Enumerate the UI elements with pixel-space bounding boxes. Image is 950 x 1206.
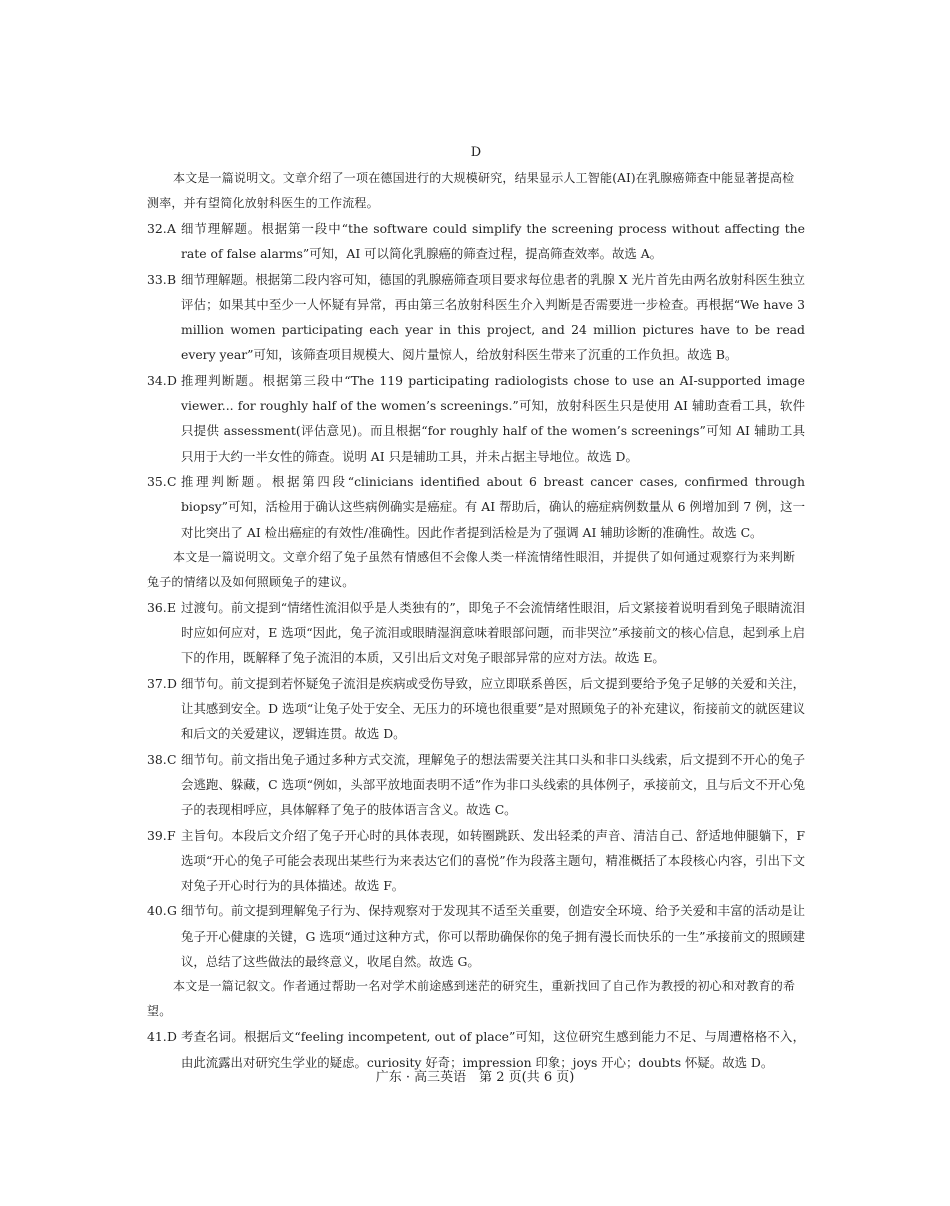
answer-letter: B [167,271,177,287]
question-number: 39. [147,827,167,843]
answer-explanation: 过渡句。前文提到“情绪性流泪似乎是人类独有的”，即兔子不会流情绪性眼泪，后文紧接着说明看到兔子眼睛流泪时应如何应对，E 选项“因此，兔子流泪或眼睛湿润意味着眼部问题，而非哭泣”承接前文的核心信息，起到承上启下的作用，既解释了兔子流泪的本质，又引出后文对兔子眼部异常的应对方法。故选 E。 [181,599,805,666]
question-number: 36. [147,599,167,615]
answer-item-34 [147,368,805,469]
answer-explanation: 细节句。前文提到若怀疑兔子流泪是疾病或受伤导致，应立即联系兽医，后文提到要给予兔子足够的关爱和关注，让其感到安全。D 选项“让兔子处于安全、无压力的环境也很重要”是对照顾兔子的补充建议，衔接前文的就医建议和后文的关爱建议，逻辑连贯。故选 D。 [181,675,805,742]
question-number: 34. [147,372,167,388]
question-number: 32. [147,221,167,236]
passage-b-intro: 本文是一篇说明文。文章介绍了兔子虽然有情感但不会像人类一样流情绪性眼泪，并提供了如何通过观察行为来判断兔子的情绪以及如何照顾兔子的建议。 [147,549,796,589]
answer-letter: E [167,599,177,615]
answer-item-38 [147,747,805,823]
answer-letter: G [167,903,177,919]
answer-letter: C [167,473,177,489]
answer-letter: A [167,221,176,236]
answer-explanation: 考查名词。根据后文“feeling incompetent, out of place”可知，这位研究生感到能力不足、与周遭格格不入，由此流露出对研究生学业的疑虑。curiosity 好奇；impression 印象；joys 开心；doubts 怀疑。故选 D。 [181,1029,805,1070]
answer-explanation: 细节句。前文指出兔子通过多种方式交流，理解兔子的想法需要关注其口头和非口头线索，后文提到不开心的兔子会逃跑、躲藏，C 选项“例如，头部平放地面表明不适”作为非口头线索的具体例子，承接前文，且与后文不开心兔子的表现相呼应，具体解释了兔子的肢体语言含义。故选 C。 [181,751,805,818]
answer-item-33 [147,267,805,368]
passage-d-intro: 本文是一篇说明文。文章介绍了一项在德国进行的大规模研究，结果显示人工智能(AI)在乳腺癌筛查中能显著提高检测率，并有望简化放射科医生的工作流程。 [147,171,795,210]
answer-letter: C [167,751,177,767]
answer-letter: D [167,675,177,691]
answer-explanation: 细节理解题。根据第一段中“the software could simplify the screening process without affecting the rate of false alarms”可知，AI 可以简化乳腺癌的筛查过程，提高筛查效率。故选 A。 [181,221,805,262]
page-footer: 广东 · 高三英语 第 2 页(共 6 页) [375,1070,575,1085]
answer-item-40 [147,898,805,974]
answer-item-41 [147,1024,805,1075]
question-number: 41. [147,1029,167,1045]
answer-explanation: 细节句。前文提到理解兔子行为、保持观察对于发现其不适至关重要，创造安全环境、给予关爱和丰富的活动是让兔子开心健康的关键，G 选项“通过这种方式，你可以帮助确保你的兔子拥有漫长而快乐的一生”承接前文的照顾建议，总结了这些做法的最终意义，收尾自然。故选 G。 [181,903,805,970]
answer-item-36 [147,595,805,671]
answer-letter: D [167,372,177,388]
question-number: 40. [147,903,167,919]
question-number: 38. [147,751,167,767]
answer-letter: F [167,827,176,843]
answer-item-39 [147,823,805,899]
section-title: D [470,145,482,160]
question-number: 37. [147,675,167,691]
question-number: 33. [147,271,167,287]
answer-item-35 [147,469,805,545]
answer-explanation: 推理判断题。根据第三段中“The 119 participating radiologists chose to use an AI-supported image viewer... for roughly half of the women’s screenings.”可知，放射科医生只是使用 AI 辅助查看工具，软件只提供 assessment(评估意见)。而且根据“for roughly half of the women’s screenings”可知 AI 辅助工具只用于大约一半女性的筛查。说明 AI 只是辅助工具，并未占据主导地位。故选 D。 [181,372,805,464]
answer-page [147,144,805,1075]
passage-c-intro: 本文是一篇记叙文。作者通过帮助一名对学术前途感到迷茫的研究生，重新找回了自己作为教授的初心和对教育的希望。 [147,979,796,1019]
answer-item-37 [147,671,805,747]
question-number: 35. [147,473,167,489]
answer-item-32 [147,216,805,267]
answer-letter: D [167,1029,177,1045]
answer-explanation: 主旨句。本段后文介绍了兔子开心时的具体表现，如转圈跳跃、发出轻柔的声音、清洁自己、舒适地伸腿躺下，F 选项“开心的兔子可能会表现出某些行为来表达它们的喜悦”作为段落主题句，精准概括了本段核心内容，引出下文对兔子开心时行为的具体描述。故选 F。 [181,827,805,894]
answer-explanation: 推理判断题。根据第四段“clinicians identified about 6 breast cancer cases, confirmed through biopsy”可知，活检用于确认这些病例确实是癌症。有 AI 帮助后，确认的癌症病例数量从 6 例增加到 7 例，这一对比突出了 AI 检出癌症的有效性/准确性。因此作者提到活检是为了强调 AI 辅助诊断的准确性。故选 C。 [181,473,805,540]
answer-explanation: 细节理解题。根据第二段内容可知，德国的乳腺癌筛查项目要求每位患者的乳腺 X 光片首先由两名放射科医生独立评估；如果其中至少一人怀疑有异常，再由第三名放射科医生介入判断是否需要进一步检查。再根据“We have 3 million women participating each year in this project, and 24 million pictures have to be read every year”可知，该筛查项目规模大、阅片量惊人，给放射科医生带来了沉重的工作负担。故选 B。 [181,271,805,363]
